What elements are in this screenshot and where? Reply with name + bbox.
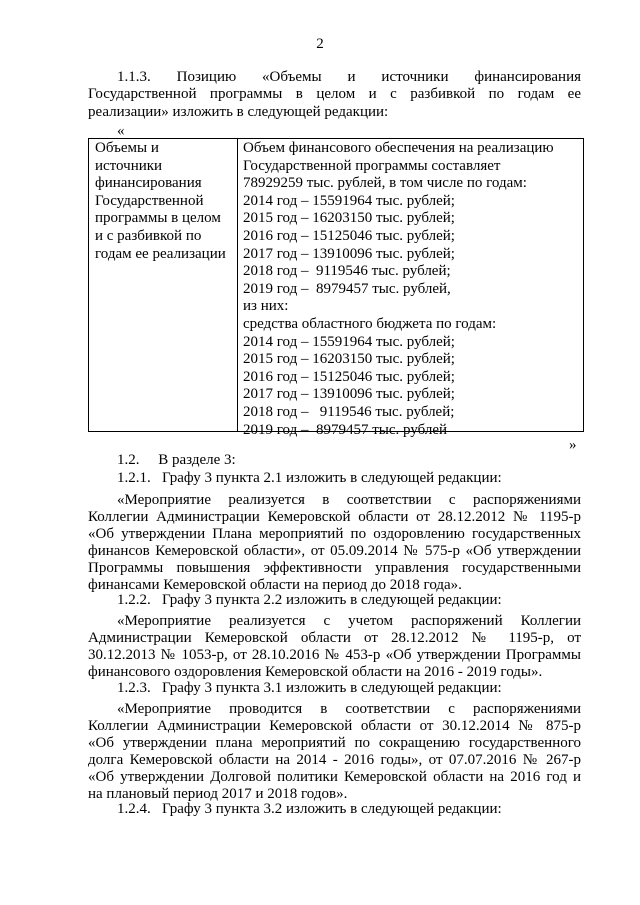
paragraph-1-1-3-line-1: 1.1.3. Позицию «Объемы и источники финансирования xyxy=(117,69,581,85)
table-left-cell xyxy=(95,140,235,263)
right-cell-line: Объем финансового обеспечения на реализацию xyxy=(243,140,554,156)
right-cell-line: 2017 год – 13910096 тыс. рублей; xyxy=(243,245,455,262)
left-cell-line: Государственной xyxy=(95,192,204,209)
item-1-2-1-heading: 1.2.1. Графу 3 пункта 2.1 изложить в следующей редакции: xyxy=(117,470,502,486)
item-1-2-1-line: «Об утверждении Плана мероприятий по оздоровлению государственных xyxy=(88,526,581,542)
left-cell-line: программы в целом xyxy=(95,210,221,227)
item-1-2-3-line: долга Кемеровской области на 2014 - 2016 годы», от 07.07.2016 № 267-р xyxy=(88,752,581,768)
right-cell-line: 2017 год – 13910096 тыс. рублей; xyxy=(243,386,455,403)
paragraph-1-1-3-line-2: Государственной программы в целом и с разбивкой по годам ее xyxy=(88,86,581,102)
left-cell-line: источники xyxy=(95,157,163,174)
section-1-2-heading: 1.2. В разделе 3: xyxy=(117,452,236,468)
right-cell-line: 2015 год – 16203150 тыс. рублей; xyxy=(243,210,455,227)
left-cell-line: и с разбивкой по xyxy=(95,227,202,244)
opening-quote: « xyxy=(117,123,125,139)
item-1-2-3-line: Коллегии Администрации Кемеровской области от 30.12.2014 № 875-р xyxy=(88,718,581,734)
paragraph-1-1-3-line-3: реализации» изложить в следующей редакции: xyxy=(88,104,389,120)
right-cell-line: средства областного бюджета по годам: xyxy=(243,315,497,332)
table-right-cell xyxy=(243,140,579,439)
left-cell-line: годам ее реализации xyxy=(95,245,226,262)
item-1-2-2-line: финансового оздоровления Кемеровской области на 2016 - 2019 годы». xyxy=(88,664,543,680)
right-cell-line: 78929259 тыс. рублей, в том числе по годам: xyxy=(243,175,527,192)
item-1-2-2-line: 30.12.2013 № 1053-р, от 28.10.2016 № 453-р «Об утверждении Программы xyxy=(88,647,581,663)
item-1-2-2-line: Администрации Кемеровской области от 28.12.2012 № 1195-р, от xyxy=(88,630,581,646)
item-1-2-1-line: Коллегии Администрации Кемеровской области от 28.12.2012 № 1195-р xyxy=(88,509,581,525)
page-number: 2 xyxy=(316,36,324,52)
item-1-2-3-line: «Мероприятие проводится в соответствии с распоряжениями xyxy=(117,701,581,717)
left-cell-line: Объемы и xyxy=(95,140,159,156)
right-cell-line: 2015 год – 16203150 тыс. рублей; xyxy=(243,351,455,368)
right-cell-line: 2014 год – 15591964 тыс. рублей; xyxy=(243,192,455,209)
item-1-2-3-line: на плановый период 2017 и 2018 годов». xyxy=(88,786,348,802)
item-1-2-1-line: «Мероприятие реализуется в соответствии с распоряжениями xyxy=(117,492,581,508)
item-1-2-3-heading: 1.2.3. Графу 3 пункта 3.1 изложить в следующей редакции: xyxy=(117,680,502,696)
closing-quote: » xyxy=(569,437,577,453)
item-1-2-3-line: «Об утверждении Долговой политики Кемеровской области на 2016 год и xyxy=(88,769,581,785)
right-cell-line: 2018 год – 9119546 тыс. рублей; xyxy=(243,403,455,420)
right-cell-line: из них: xyxy=(243,298,289,315)
item-1-2-2-heading: 1.2.2. Графу 3 пункта 2.2 изложить в следующей редакции: xyxy=(117,592,502,608)
item-1-2-3-line: «Об утверждении плана мероприятий по сокращению государственного xyxy=(88,735,581,751)
item-1-2-1-line: финансами Кемеровской области на период до 2018 года». xyxy=(88,577,462,593)
right-cell-line: 2019 год – 8979457 тыс. рублей xyxy=(243,421,448,438)
right-cell-line: 2019 год – 8979457 тыс. рублей, xyxy=(243,280,451,297)
table-column-divider xyxy=(237,139,238,431)
right-cell-line: 2014 год – 15591964 тыс. рублей; xyxy=(243,333,455,350)
item-1-2-2-line: «Мероприятие реализуется с учетом распоряжений Коллегии xyxy=(117,613,581,629)
item-1-2-4-heading: 1.2.4. Графу 3 пункта 3.2 изложить в следующей редакции: xyxy=(117,801,502,817)
item-1-2-1-line: финансов Кемеровской области», от 05.09.2014 № 575-р «Об утверждении xyxy=(88,543,581,559)
right-cell-line: 2016 год – 15125046 тыс. рублей; xyxy=(243,368,455,385)
right-cell-line: 2016 год – 15125046 тыс. рублей; xyxy=(243,227,455,244)
funding-table xyxy=(88,138,584,438)
left-cell-line: финансирования xyxy=(95,175,202,192)
item-1-2-1-line: Программы повышения эффективности управления государственными xyxy=(88,560,581,576)
right-cell-line: Государственной программы составляет xyxy=(243,157,501,174)
right-cell-line: 2018 год – 9119546 тыс. рублей; xyxy=(243,263,451,280)
